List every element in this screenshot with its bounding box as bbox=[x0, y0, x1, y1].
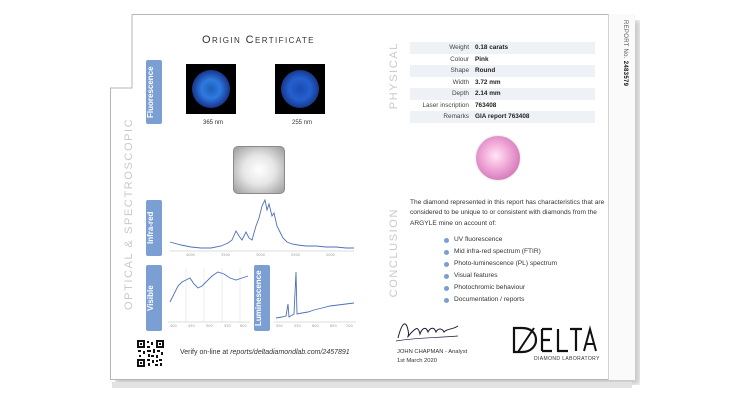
table-row bbox=[410, 54, 595, 66]
svg-text:600: 600 bbox=[240, 324, 247, 328]
property-key: Remarks bbox=[410, 111, 472, 123]
fluorescence-tab: Fluorescence bbox=[146, 60, 162, 124]
svg-text:700: 700 bbox=[346, 324, 353, 328]
certificate-title: Origin Certificate bbox=[202, 34, 315, 46]
analyst-signature bbox=[392, 316, 462, 344]
luminescence-spectrum bbox=[272, 264, 358, 330]
verify-prefix: Verify on-line at bbox=[180, 349, 229, 356]
table-row bbox=[410, 88, 595, 100]
property-value: Round bbox=[472, 65, 595, 77]
conclusion-reasons-list bbox=[444, 236, 557, 308]
svg-text:450: 450 bbox=[188, 324, 195, 328]
property-value: 3.72 mm bbox=[475, 78, 501, 86]
qr-code[interactable] bbox=[137, 340, 164, 367]
logo-subtitle: DIAMOND LABORATORY bbox=[534, 356, 600, 362]
luminescence-tab: Luminescence bbox=[254, 265, 270, 331]
visible-tab: Visible bbox=[146, 265, 162, 331]
fluorescence-image-255 bbox=[275, 64, 325, 114]
bottom-shadow-band bbox=[112, 382, 632, 388]
table-row bbox=[410, 77, 595, 89]
property-key: Laser inscription bbox=[422, 101, 469, 109]
fluorescence-image-365 bbox=[186, 64, 236, 114]
property-value: 2.14 mm bbox=[472, 88, 595, 100]
physical-section-title: PHYSICAL bbox=[388, 42, 400, 110]
svg-text:2000: 2000 bbox=[326, 253, 335, 257]
bullet-icon bbox=[444, 298, 449, 303]
property-key: Colour bbox=[450, 55, 469, 63]
property-value: 763408 bbox=[475, 101, 497, 109]
property-value: Pink bbox=[475, 55, 489, 63]
report-number-value: 2483579 bbox=[622, 60, 628, 87]
table-row bbox=[410, 42, 595, 54]
table-row bbox=[410, 111, 595, 123]
svg-text:4000: 4000 bbox=[186, 253, 195, 257]
report-number bbox=[622, 20, 628, 86]
infrared-spectrum bbox=[166, 196, 356, 258]
svg-text:3000: 3000 bbox=[256, 253, 265, 257]
conclusion-statement: The diamond represented in this report has characteristics that are considered to be unique to or consistent with diamonds from the ARGYLE mine on account of: bbox=[410, 199, 605, 227]
bullet-icon bbox=[444, 238, 449, 243]
fluorescence-caption-365: 365 nm bbox=[203, 120, 224, 126]
svg-text:3500: 3500 bbox=[221, 253, 230, 257]
svg-text:650: 650 bbox=[330, 324, 337, 328]
delta-logo-icon bbox=[512, 325, 598, 355]
bullet-icon bbox=[444, 250, 449, 255]
bullet-icon bbox=[444, 274, 449, 279]
reason-text: Photo-luminescence (PL) spectrum bbox=[454, 260, 557, 267]
signature-date: 1st March 2020 bbox=[397, 358, 437, 364]
reason-text: UV fluorescence bbox=[454, 236, 503, 243]
property-value: 0.18 carats bbox=[472, 42, 595, 54]
optical-section-title: OPTICAL & SPECTROSCOPIC bbox=[123, 117, 135, 310]
property-key: Weight bbox=[410, 42, 472, 54]
reason-text: Visual features bbox=[454, 272, 498, 279]
property-key: Width bbox=[452, 78, 469, 86]
verify-online-text bbox=[180, 349, 350, 356]
reason-text: Photochromic behaviour bbox=[454, 284, 526, 291]
analyst-name: JOHN CHAPMAN - Analyst bbox=[397, 349, 468, 355]
list-item bbox=[444, 248, 557, 260]
bullet-icon bbox=[444, 286, 449, 291]
report-label: REPORT No. bbox=[622, 20, 628, 59]
visible-spectrum bbox=[166, 264, 252, 330]
reason-text: Mid infra-red spectrum (FTIR) bbox=[454, 248, 541, 255]
list-item bbox=[444, 260, 557, 272]
diamond-photo bbox=[476, 136, 520, 180]
conclusion-section-title: CONCLUSION bbox=[388, 208, 400, 298]
property-value: GIA report 763408 bbox=[472, 111, 595, 123]
table-row bbox=[410, 65, 595, 77]
svg-text:2500: 2500 bbox=[291, 253, 300, 257]
property-key: Shape bbox=[410, 65, 472, 77]
list-item bbox=[444, 296, 557, 308]
infrared-tab: Infra-red bbox=[146, 200, 162, 256]
svg-text:550: 550 bbox=[294, 324, 301, 328]
bullet-icon bbox=[444, 262, 449, 267]
report-number-tab bbox=[608, 14, 635, 380]
table-row bbox=[410, 100, 595, 112]
svg-text:500: 500 bbox=[276, 324, 283, 328]
list-item bbox=[444, 272, 557, 284]
fluorescence-caption-255: 255 nm bbox=[292, 120, 313, 126]
physical-properties-table bbox=[410, 42, 595, 123]
svg-text:550: 550 bbox=[224, 324, 231, 328]
svg-text:400: 400 bbox=[170, 324, 177, 328]
svg-text:600: 600 bbox=[312, 324, 319, 328]
list-item bbox=[444, 236, 557, 248]
list-item bbox=[444, 284, 557, 296]
verify-link[interactable]: reports/deltadiamondlab.com/2457891 bbox=[230, 349, 350, 356]
svg-text:500: 500 bbox=[206, 324, 213, 328]
hologram-window bbox=[233, 146, 285, 194]
reason-text: Documentation / reports bbox=[454, 296, 525, 303]
property-key: Depth bbox=[410, 88, 472, 100]
